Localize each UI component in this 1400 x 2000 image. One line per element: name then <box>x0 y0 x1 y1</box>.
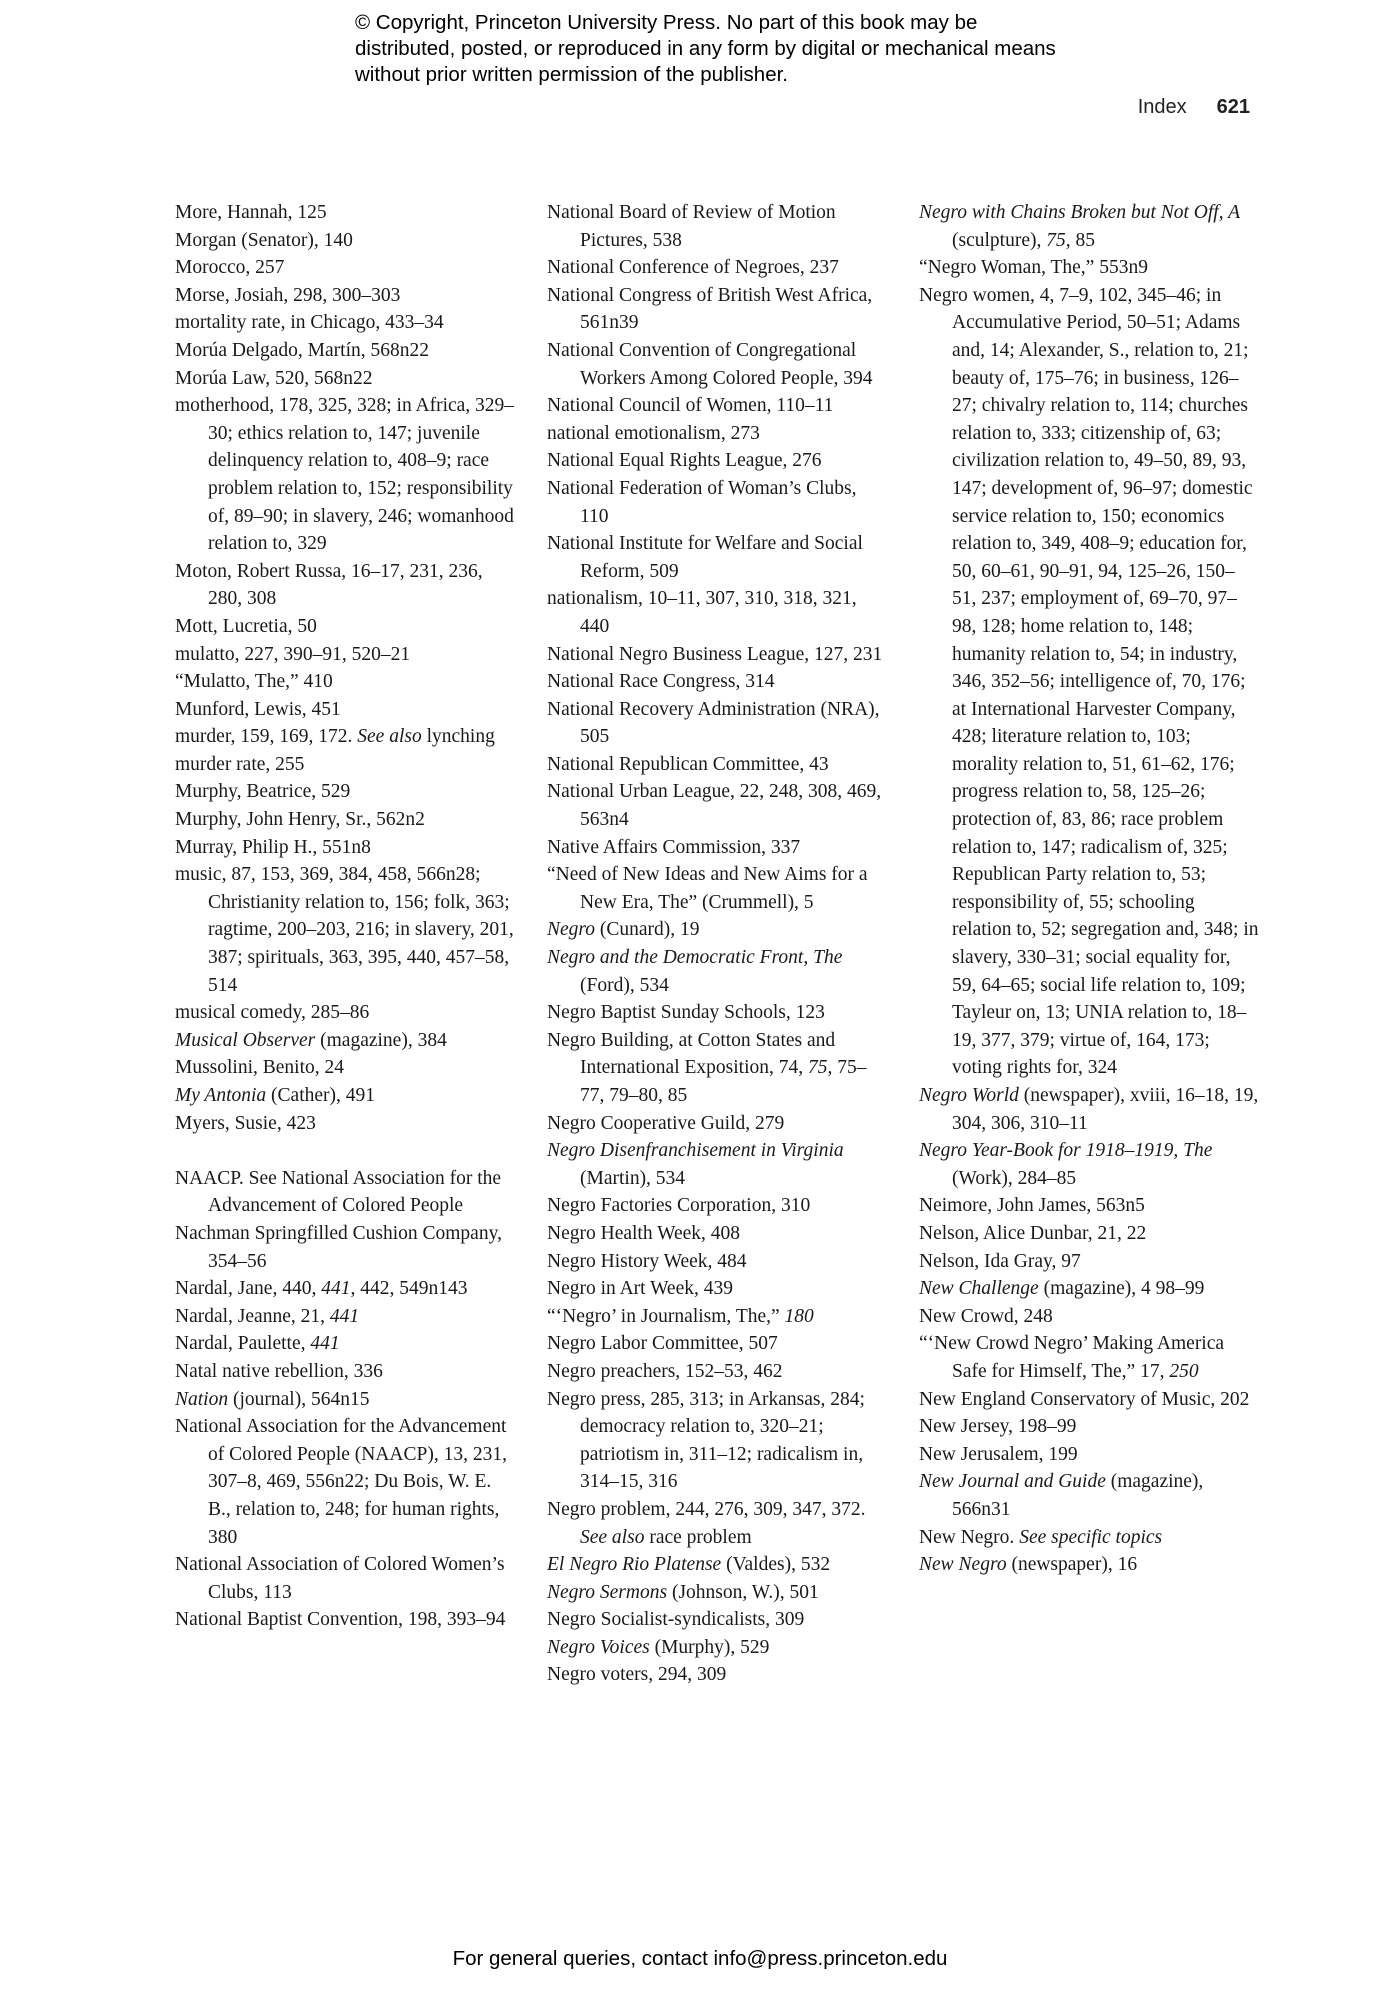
index-entry: National Conference of Negroes, 237 <box>547 257 839 279</box>
index-entry: Negro Factories Corporation, 310 <box>547 1195 811 1217</box>
index-entry: Negro History Week, 484 <box>547 1250 747 1272</box>
index-entry: New Crowd, 248 <box>919 1305 1053 1327</box>
index-entry: motherhood, 178, 325, 328; in Africa, 329–30; ethics relation to, 147; juvenile delinquency relation to, 408–9; race problem relation to, 152; responsibility of, 89–90; in slavery, 246; womanhood relation to, 329 <box>175 395 515 555</box>
index-entry: Negro women, 4, 7–9, 102, 345–46; in Accumulative Period, 50–51; Adams and, 14; Alexander, S., relation to, 21; beauty of, 175–76; in business, 126–27; chivalry relation to, 114; churches relation to, 333; citizenship of, 63; civilization relation to, 49–50, 89, 93, 147; development of, 96–97; domestic service relation to, 150; economics relation to, 349, 408–9; education for, 50, 60–61, 90–91, 94, 125–26, 150–51, 237; employment of, 69–70, 97–98, 128; home relation to, 148; humanity relation to, 54; in industry, 346, 352–56; intelligence of, 70, 176; at International Harvester Company, 428; literature relation to, 103; morality relation to, 51, 61–62, 176; progress relation to, 58, 125–26; protection of, 83, 86; race problem relation to, 147; radicalism of, 325; Republican Party relation to, 53; responsibility of, 55; schooling relation to, 52; segregation and, 348; in slavery, 330–31; social equality for, 59, 64–65; social life relation to, 109; Tayleur on, 13; UNIA relation to, 18–19, 377, 379; virtue of, 164, 173; voting rights for, 324 <box>919 284 1259 1079</box>
index-entry: Negro with Chains Broken but Not Off, A (sculpture), 75, 85 <box>919 202 1241 251</box>
index-entry: Natal native rebellion, 336 <box>175 1360 383 1382</box>
index-entry: National Race Congress, 314 <box>547 671 775 693</box>
index-entry: Negro Voices (Murphy), 529 <box>547 1636 770 1658</box>
index-entry: nationalism, 10–11, 307, 310, 318, 321, 440 <box>547 588 857 637</box>
index-entry: “Need of New Ideas and New Aims for a New Era, The” (Crummell), 5 <box>547 864 868 913</box>
index-entry: My Antonia (Cather), 491 <box>175 1085 376 1106</box>
index-entry: Morúa Delgado, Martín, 568n22 <box>175 339 429 361</box>
index-entry: National Urban League, 22, 248, 308, 469, 563n4 <box>547 781 882 831</box>
page-number: 621 <box>1216 96 1250 118</box>
index-entry: Negro in Art Week, 439 <box>547 1278 733 1300</box>
index-entry: Mott, Lucretia, 50 <box>175 615 317 637</box>
index-entry: National Negro Business League, 127, 231 <box>547 643 883 665</box>
index-entry: Morgan (Senator), 140 <box>175 229 353 251</box>
index-entry: Nelson, Ida Gray, 97 <box>919 1250 1081 1272</box>
index-entry: Nardal, Jeanne, 21, 441 <box>175 1305 360 1327</box>
index-entry: Negro Baptist Sunday Schools, 123 <box>547 1002 825 1024</box>
index-entry: Neimore, John James, 563n5 <box>919 1195 1145 1217</box>
index-entry: Negro Cooperative Guild, 279 <box>547 1112 785 1134</box>
index-entry: music, 87, 153, 369, 384, 458, 566n28; Christianity relation to, 156; folk, 363; ragtime, 200–203, 216; in slavery, 201, 387; spirituals, 363, 395, 440, 457–58, 514 <box>175 864 514 996</box>
index-entry: National Baptist Convention, 198, 393–94 <box>175 1609 506 1631</box>
index-column-3 <box>919 199 1259 1579</box>
index-entry: Negro Health Week, 408 <box>547 1222 741 1244</box>
index-entry: Myers, Susie, 423 <box>175 1112 316 1134</box>
index-entry: Musical Observer (magazine), 384 <box>175 1029 447 1051</box>
index-entry: National Board of Review of Motion Pictures, 538 <box>547 202 836 251</box>
index-entry: Negro Sermons (Johnson, W.), 501 <box>547 1581 819 1603</box>
index-entry: murder, 159, 169, 172. See also lynching <box>175 726 495 748</box>
index-entry: New Journal and Guide (magazine), 566n31 <box>919 1471 1204 1520</box>
index-entry: Negro Socialist-syndicalists, 309 <box>547 1609 805 1631</box>
index-entry: Native Affairs Commission, 337 <box>547 836 801 858</box>
index-entry: Moton, Robert Russa, 16–17, 231, 236, 280, 308 <box>175 560 483 610</box>
index-entry: National Equal Rights League, 276 <box>547 450 822 472</box>
index-entry: Nardal, Paulette, 441 <box>175 1333 340 1355</box>
index-entry: Morúa Law, 520, 568n22 <box>175 367 373 389</box>
index-entry: “‘New Crowd Negro’ Making America Safe for Himself, The,” 17, 250 <box>919 1333 1225 1382</box>
index-column-1 <box>175 199 515 1634</box>
index-entry: Negro World (newspaper), xviii, 16–18, 19, 304, 306, 310–11 <box>919 1085 1259 1134</box>
index-entry: Morocco, 257 <box>175 257 285 279</box>
index-entry: New Negro (newspaper), 16 <box>919 1554 1138 1576</box>
index-entry: Negro Building, at Cotton States and International Exposition, 74, 75, 75–77, 79–80, 85 <box>547 1029 867 1106</box>
copyright-notice: © Copyright, Princeton University Press. No part of this book may be distributed, posted, or reproduced in any form by digital or mechanical means without prior written permission of the publisher. <box>355 11 1056 86</box>
index-entry: musical comedy, 285–86 <box>175 1002 370 1024</box>
index-entry: National Congress of British West Africa, 561n39 <box>547 284 873 334</box>
index-entry: Nelson, Alice Dunbar, 21, 22 <box>919 1222 1147 1244</box>
index-entry: New Jersey, 198–99 <box>919 1416 1077 1438</box>
index-entry: Negro and the Democratic Front, The (Ford), 534 <box>547 947 843 996</box>
index-entry: New Jerusalem, 199 <box>919 1443 1078 1465</box>
running-head <box>1138 96 1250 119</box>
index-entry: Negro problem, 244, 276, 309, 347, 372. See also race problem <box>547 1498 866 1548</box>
index-entry: New England Conservatory of Music, 202 <box>919 1388 1250 1410</box>
index-entry: Nation (journal), 564n15 <box>175 1388 370 1410</box>
index-entry: National Association of Colored Women’s Clubs, 113 <box>175 1554 505 1603</box>
index-entry: Munford, Lewis, 451 <box>175 698 341 720</box>
index-entry: Murphy, John Henry, Sr., 562n2 <box>175 809 425 831</box>
index-entry: Negro press, 285, 313; in Arkansas, 284; democracy relation to, 320–21; patriotism in, 311–12; radicalism in, 314–15, 316 <box>547 1388 865 1493</box>
index-entry: “Negro Woman, The,” 553n9 <box>919 257 1148 279</box>
index-entry: Negro Year-Book for 1918–1919, The (Work), 284–85 <box>919 1140 1213 1189</box>
index-entry: murder rate, 255 <box>175 753 305 775</box>
index-entry: New Negro. See specific topics <box>919 1526 1163 1548</box>
index-entry: national emotionalism, 273 <box>547 422 760 444</box>
index-entry: New Challenge (magazine), 4 98–99 <box>919 1278 1205 1300</box>
index-entry: Murray, Philip H., 551n8 <box>175 836 371 858</box>
index-entry: Negro Disenfranchisement in Virginia (Martin), 534 <box>547 1140 844 1189</box>
index-entry: Morse, Josiah, 298, 300–303 <box>175 284 401 306</box>
index-entry: Nachman Springfilled Cushion Company, 354–56 <box>175 1222 502 1272</box>
index-entry: National Republican Committee, 43 <box>547 753 829 775</box>
index-column-2 <box>547 199 887 1689</box>
index-entry: National Federation of Woman’s Clubs, 110 <box>547 477 857 527</box>
index-entry: Negro voters, 294, 309 <box>547 1664 727 1686</box>
index-entry: Negro preachers, 152–53, 462 <box>547 1360 783 1382</box>
index-entry: Negro (Cunard), 19 <box>547 919 700 941</box>
index-entry: Negro Labor Committee, 507 <box>547 1333 778 1355</box>
index-entry: “Mulatto, The,” 410 <box>175 671 333 693</box>
index-entry: More, Hannah, 125 <box>175 202 327 223</box>
index-entry: NAACP. See National Association for the Advancement of Colored People <box>175 1167 502 1217</box>
index-entry: mortality rate, in Chicago, 433–34 <box>175 312 444 334</box>
footer-contact: For general queries, contact info@press.princeton.edu <box>452 1947 948 1970</box>
index-entry: Nardal, Jane, 440, 441, 442, 549n143 <box>175 1278 468 1300</box>
index-entry: National Association for the Advancement of Colored People (NAACP), 13, 231, 307–8, 469, 556n22; Du Bois, W. E. B., relation to, 248; for human rights, 380 <box>175 1416 507 1548</box>
index-entry: National Convention of Congregational Workers Among Colored People, 394 <box>547 339 873 389</box>
index-entry: El Negro Rio Platense (Valdes), 532 <box>547 1554 831 1576</box>
index-entry: National Institute for Welfare and Social Reform, 509 <box>547 533 863 582</box>
index-entry: “‘Negro’ in Journalism, The,” 180 <box>547 1305 814 1327</box>
index-entry: Mussolini, Benito, 24 <box>175 1057 345 1079</box>
index-entry: National Council of Women, 110–11 <box>547 395 834 417</box>
index-entry: mulatto, 227, 390–91, 520–21 <box>175 643 411 665</box>
index-entry: National Recovery Administration (NRA), 505 <box>547 698 880 748</box>
letter-gap <box>175 1137 515 1165</box>
index-entry: Murphy, Beatrice, 529 <box>175 781 351 803</box>
section-title: Index <box>1137 96 1187 118</box>
